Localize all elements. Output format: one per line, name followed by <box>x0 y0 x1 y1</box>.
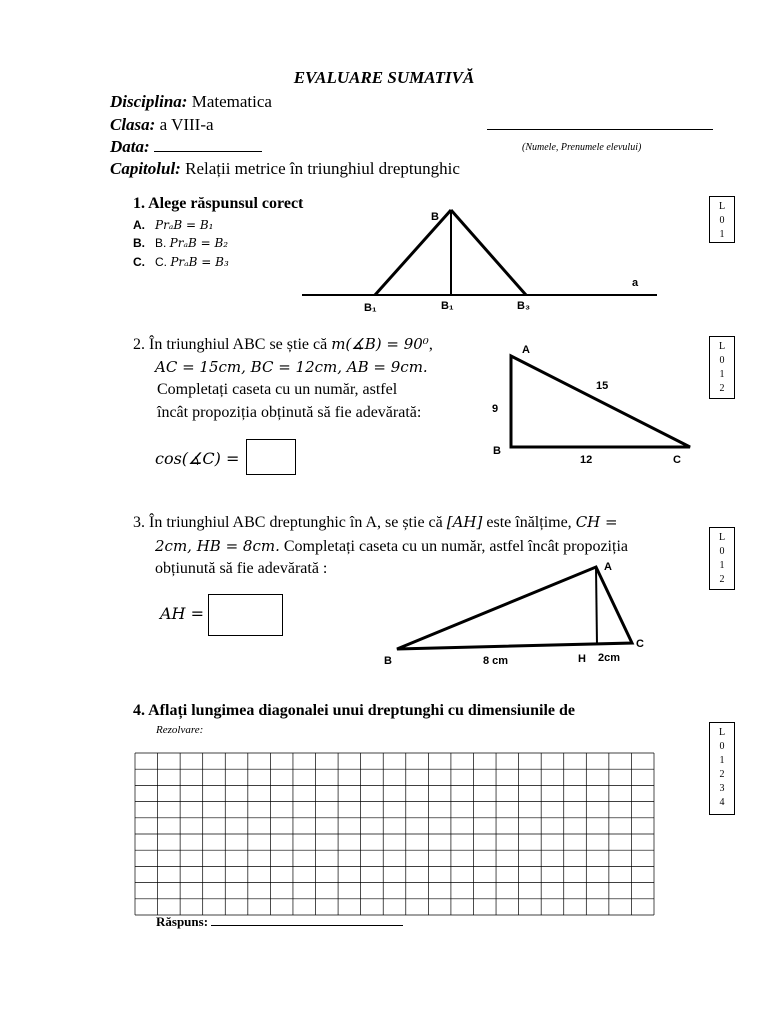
q2-level-1: 1 <box>719 369 725 380</box>
q3-level-l: L <box>718 532 726 543</box>
q2-math2: AC = 15cm, BC = 12cm, AB = 9cm. <box>155 358 428 376</box>
q2-label-a: A <box>522 344 530 356</box>
q1-label-b1-left: B₁ <box>364 302 377 314</box>
q3-level-2: 2 <box>719 574 725 585</box>
q3-math1a: [AH] <box>446 513 483 531</box>
q3-label-c: C <box>636 638 644 650</box>
q4-level-3: 3 <box>719 783 725 794</box>
q2-side-ab: 9 <box>492 403 499 415</box>
q1-option-b-letter: B. <box>133 236 145 250</box>
q3-seg-bh: 8 cm <box>483 655 509 667</box>
q1-option-b-prefix: B. <box>155 236 170 250</box>
q3-text2: Completați caseta cu un număr, astfel încât propoziția <box>279 538 628 555</box>
q4-level-box <box>709 722 735 815</box>
q1-option-a-letter: A. <box>133 218 145 232</box>
q4-level-0: 0 <box>719 741 725 752</box>
q1-option-b-math: PrₐB = B₂ <box>169 236 229 250</box>
q2-comma: , <box>428 336 433 353</box>
q1-option-c-letter: C. <box>133 255 145 269</box>
q3-formula-text: AH = <box>160 604 204 623</box>
q3-math1b: CH = <box>575 513 618 531</box>
q3-level-box <box>709 527 735 590</box>
q1-number: 1. <box>133 195 145 212</box>
q2-line4: încât propoziția obținută să fie adevărată: <box>157 404 422 421</box>
q2-level-0: 0 <box>719 355 725 366</box>
q1-level-1: 1 <box>719 229 725 240</box>
q1-label-b: B <box>431 211 439 223</box>
q3-text1b: este înălțime, <box>482 514 576 531</box>
q2-side-ac: 15 <box>596 380 609 392</box>
q3-math2: 2cm, HB = 8cm. <box>155 537 280 555</box>
q3-level-0: 0 <box>719 546 725 557</box>
q1-label-b1-mid: B₁ <box>441 300 454 312</box>
q3-number: 3. <box>133 514 145 531</box>
q2-text1: În triunghiul ABC se știe că <box>149 336 332 353</box>
date-label: Data: <box>110 137 150 156</box>
q2-label-c: C <box>673 454 681 466</box>
q3-height-ah <box>596 567 597 645</box>
page-title: EVALUARE SUMATIVĂ <box>293 68 475 87</box>
q4-level-1: 1 <box>719 755 725 766</box>
q2-level-2: 2 <box>719 383 725 394</box>
q3-line3: obțiunută să fie adevărată : <box>155 560 328 577</box>
q2-label-b: B <box>493 445 501 457</box>
q4-prompt <box>133 700 575 722</box>
q2-line3: Completați caseta cu un număr, astfel <box>157 381 398 398</box>
q3-label-b: B <box>384 655 392 667</box>
q1-level-l: L <box>718 201 726 212</box>
q2-number: 2. <box>133 336 145 353</box>
q2-formula-text: cos(∡C) = <box>155 449 240 468</box>
chapter-value: Relații metrice în triunghiul dreptunghic <box>180 159 460 178</box>
q4-answer-field[interactable] <box>211 913 403 926</box>
q4-text: Aflați lungimea diagonalei unui dreptunghi cu dimensiunile de <box>148 702 576 719</box>
q2-side-bc: 12 <box>580 454 593 466</box>
q4-number: 4. <box>133 702 145 719</box>
chapter-label: Capitolul: <box>110 159 181 178</box>
q1-text: Alege răspunsul corect <box>148 195 304 212</box>
q1-label-a: a <box>632 277 639 289</box>
q1-level-0: 0 <box>719 215 725 226</box>
q2-level-l: L <box>718 341 726 352</box>
discipline-label: Disciplina: <box>110 92 188 111</box>
q3-level-1: 1 <box>719 560 725 571</box>
q4-level-4: 4 <box>719 797 725 808</box>
q1-label-b3: B₃ <box>517 300 531 312</box>
name-hint: (Numele, Prenumele elevului) <box>522 142 642 153</box>
q3-text1a: În triunghiul ABC dreptunghic în A, se știe că <box>149 514 447 531</box>
q4-answer-line <box>156 913 403 930</box>
q2-math1: m(∡B) = 90⁰ <box>331 335 429 353</box>
q4-answer-grid[interactable] <box>134 752 655 916</box>
q3-label-h: H <box>578 653 586 665</box>
q4-answer-label: Răspuns: <box>156 914 209 929</box>
class-value: a VIII-a <box>155 115 214 134</box>
q1-option-c-math: PrₐB = B₃ <box>170 255 229 269</box>
q4-level-2: 2 <box>719 769 725 780</box>
q3-seg-hc: 2cm <box>598 652 621 664</box>
class-label: Clasa: <box>110 115 156 134</box>
q1-option-a-math: PrₐB = B₁ <box>155 218 214 232</box>
q4-level-l: L <box>718 727 726 738</box>
discipline-value: Matematica <box>187 92 272 111</box>
q4-rezolvare-label: Rezolvare: <box>156 724 204 736</box>
q3-label-a: A <box>604 561 612 573</box>
q1-option-c-prefix: C. <box>155 255 171 269</box>
